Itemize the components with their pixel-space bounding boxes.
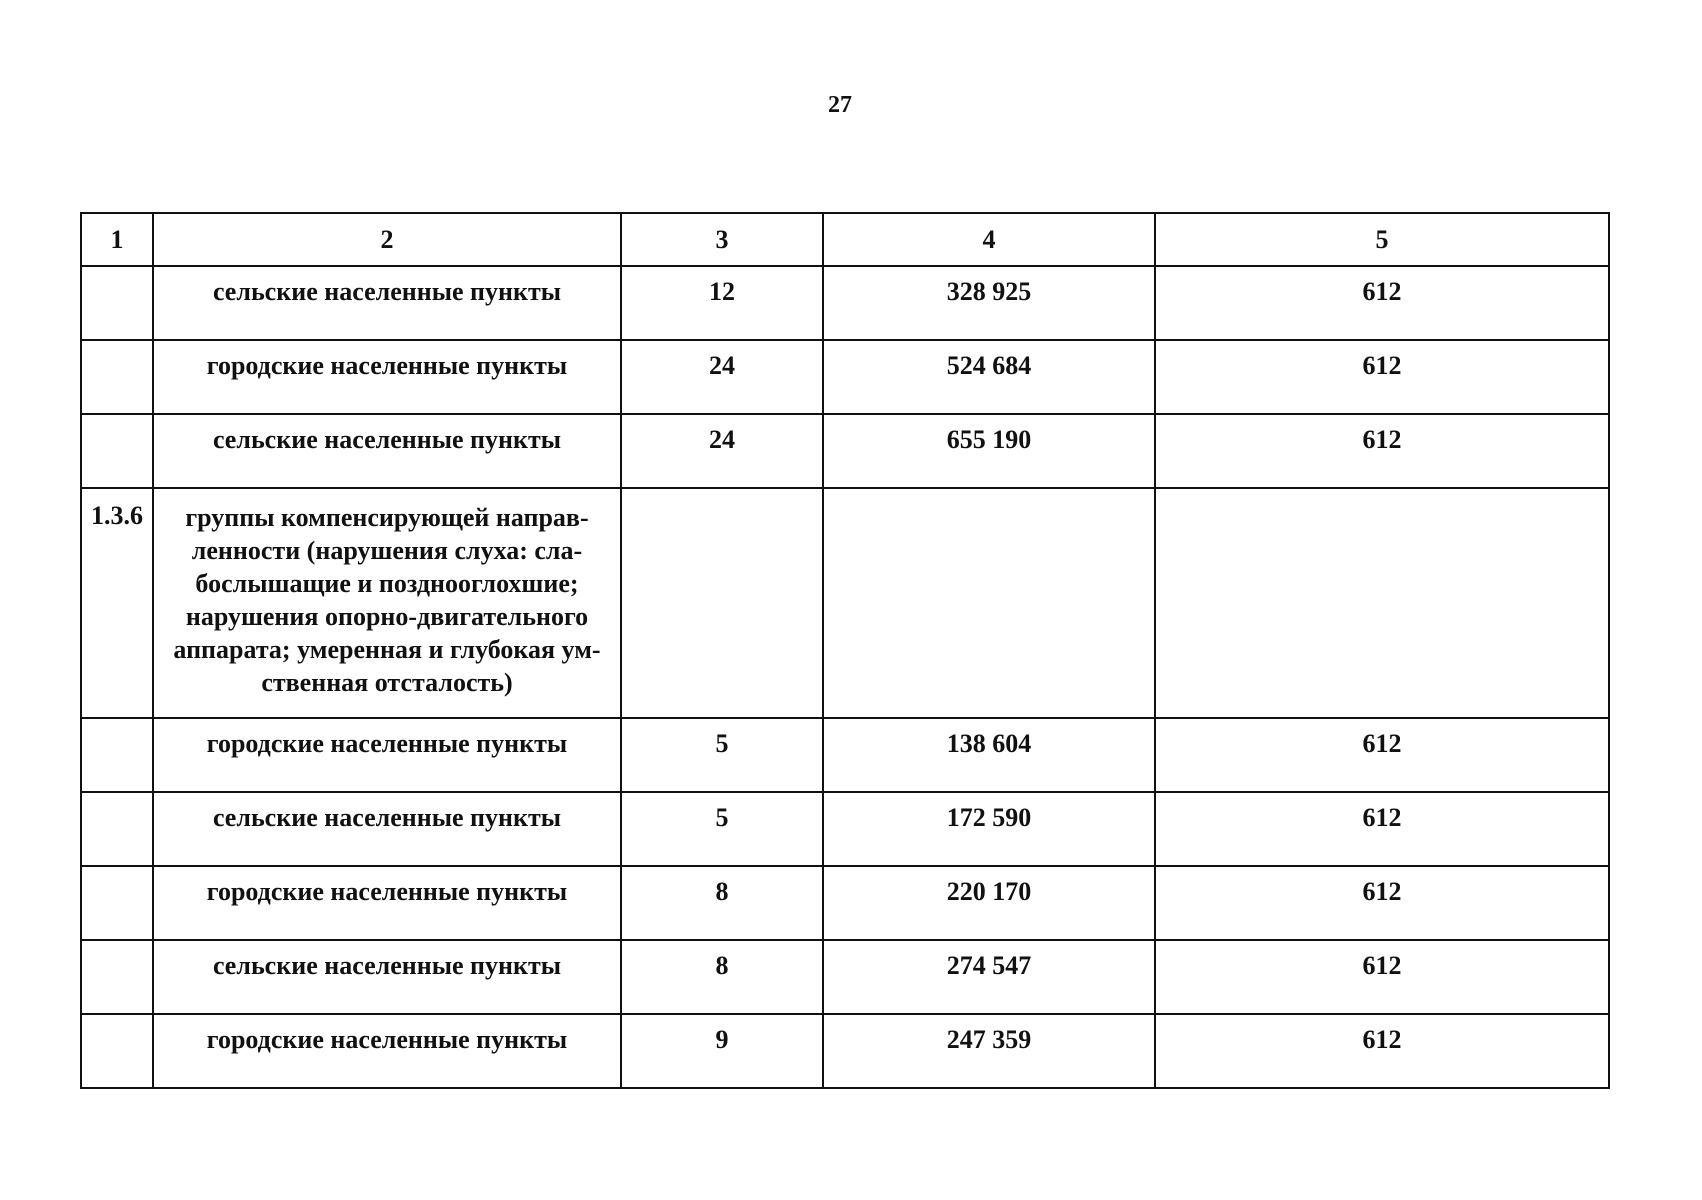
section-name-line: бослышащие и позднооглохшие; [195,569,579,598]
section-col5-cell [1155,488,1609,718]
row-col3-cell: 24 [621,414,823,488]
row-col3-cell: 8 [621,940,823,1014]
table-row [81,266,1609,340]
row-col5-cell: 612 [1155,414,1609,488]
section-name-line: нарушения опорно-двигательного [185,602,589,631]
header-cell-5: 5 [1155,213,1609,266]
row-col3-cell: 9 [621,1014,823,1088]
row-number-cell [81,792,153,866]
table-row [81,340,1609,414]
row-number-cell [81,718,153,792]
row-col5-cell: 612 [1155,866,1609,940]
row-col3-cell: 24 [621,340,823,414]
row-number-cell [81,414,153,488]
table-row [81,414,1609,488]
row-col3-cell: 8 [621,866,823,940]
row-number-cell [81,940,153,1014]
row-col3-cell: 5 [621,718,823,792]
section-name-line: аппарата; умеренная и глубокая ум- [173,635,601,664]
section-name-line: группы компенсирующей направ- [185,503,589,532]
data-table [80,212,1610,1089]
row-number-cell [81,266,153,340]
row-number-cell [81,340,153,414]
row-number-cell [81,866,153,940]
row-col3-cell: 5 [621,792,823,866]
row-col5-cell: 612 [1155,266,1609,340]
section-number-cell: 1.3.6 [81,488,153,718]
row-col5-cell: 612 [1155,792,1609,866]
page-number: 27 [828,92,852,118]
table-header-row [81,213,1609,266]
header-cell-3: 3 [621,213,823,266]
row-col5-cell: 612 [1155,340,1609,414]
section-col3-cell [621,488,823,718]
table-row [81,866,1609,940]
header-cell-2: 2 [153,213,621,266]
row-col4-cell: 172 590 [823,792,1155,866]
row-name-cell: сельские населенные пункты [153,940,621,1014]
table-row [81,1014,1609,1088]
table-row [81,718,1609,792]
row-name-cell: городские населенные пункты [153,866,621,940]
row-col4-cell: 274 547 [823,940,1155,1014]
header-cell-1: 1 [81,213,153,266]
row-col3-cell: 12 [621,266,823,340]
row-name-cell: городские населенные пункты [153,1014,621,1088]
row-col4-cell: 328 925 [823,266,1155,340]
header-cell-4: 4 [823,213,1155,266]
table-row [81,792,1609,866]
row-name-cell: городские населенные пункты [153,340,621,414]
section-name-cell [153,488,621,718]
row-name-cell: сельские населенные пункты [153,266,621,340]
row-col5-cell: 612 [1155,940,1609,1014]
row-name-cell: городские населенные пункты [153,718,621,792]
table-row [81,940,1609,1014]
row-col4-cell: 655 190 [823,414,1155,488]
row-number-cell [81,1014,153,1088]
row-name-cell: сельские населенные пункты [153,792,621,866]
section-name-line: ственная отсталость) [261,668,513,697]
row-col5-cell: 612 [1155,718,1609,792]
row-name-cell: сельские населенные пункты [153,414,621,488]
section-col4-cell [823,488,1155,718]
section-name-line: ленности (нарушения слуха: сла- [191,536,583,565]
row-col4-cell: 138 604 [823,718,1155,792]
row-col4-cell: 247 359 [823,1014,1155,1088]
row-col5-cell: 612 [1155,1014,1609,1088]
row-col4-cell: 220 170 [823,866,1155,940]
table-section-row [81,488,1609,718]
row-col4-cell: 524 684 [823,340,1155,414]
